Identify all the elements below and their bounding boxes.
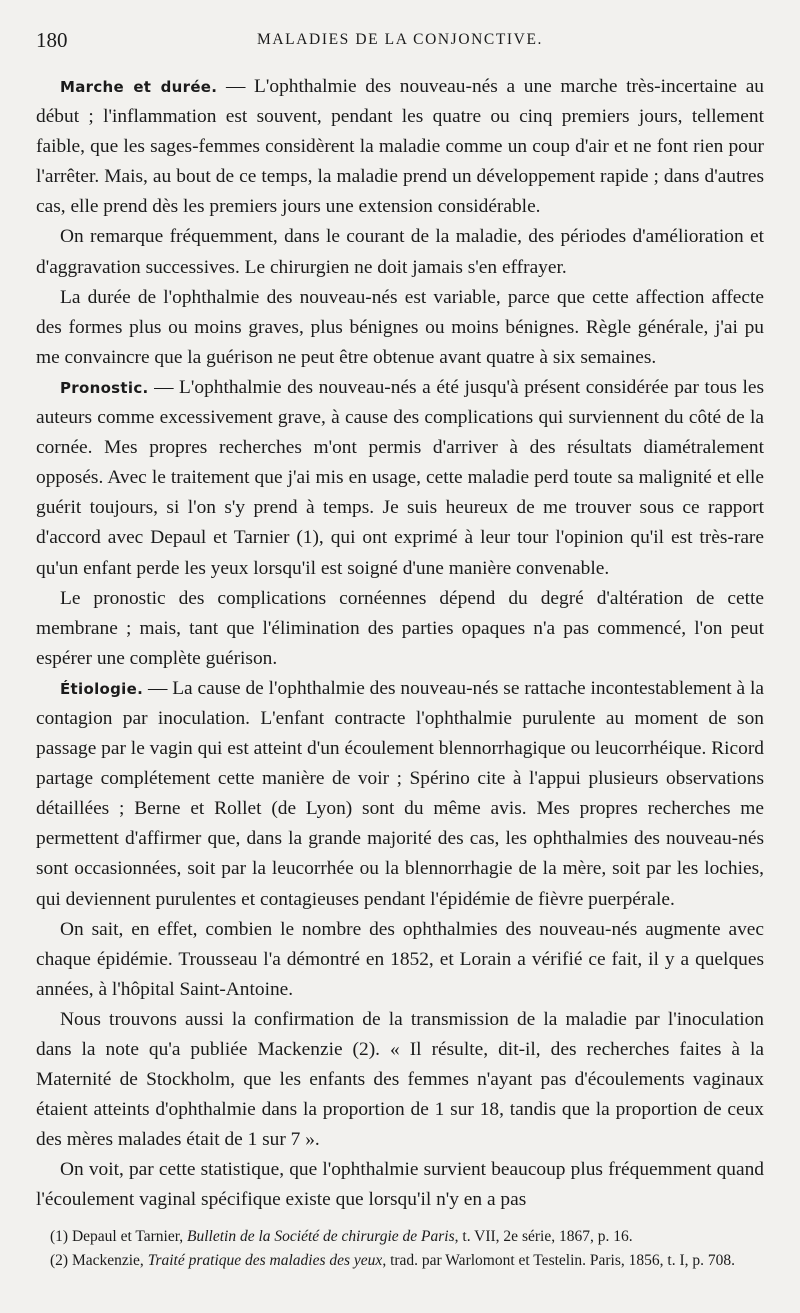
footnote-text: (1) Depaul et Tarnier, [50, 1227, 188, 1245]
running-title: MALADIES DE LA CONJONCTIVE. [256, 31, 544, 48]
body-text [36, 72, 764, 1216]
section-heading-etiologie: Étiologie. [60, 679, 144, 698]
paragraph-text: — L'ophthalmie des nouveau-nés a été jusqu'à présent considérée par tous les auteurs comme excessivement grave, à cause des complications qui surviennent du côté de la cornée. Mes propres recherches m'ont permis d'arriver à des résultats diamétralement opposés. Avec le traitement que j'ai mis en usage, cette maladie perd toute sa malignité et elle guérit toujours, si l'on s'y prend à temps. Je suis heureux de me trouver sous ce rapport d'accord avec Depaul et Tarnier (1), qui ont exprimé à leur tour l'opinion qu'il est très-rare qu'un enfant perde les yeux lorsqu'il est soigné d'une manière convenable. [36, 376, 764, 579]
paragraph-marche-duree [36, 72, 764, 222]
paragraph-text: On sait, en effet, combien le nombre des ophthalmies des nouveau-nés augmente avec chaque épidémie. Trousseau l'a démontré en 1852, et Lorain a vérifié ce fait, il y a quelques années, à l'hôpital Saint-Antoine. [36, 918, 764, 1000]
paragraph-epidemie [36, 915, 764, 1005]
section-heading-pronostic: Pronostic. [60, 378, 149, 397]
section-heading-marche-duree: Marche et durée. [60, 78, 218, 96]
paragraph-statistique [36, 1155, 764, 1215]
paragraph-text: — L'ophthalmie des nouveau-nés a une marche très-incertaine au début ; l'inflammation est souvent, pendant les quatre ou cinq premiers jours, tellement faible, que les sages-femmes considèrent la maladie comme un coup d'air et ne font rien pour l'arrêter. Mais, au bout de ce temps, la maladie prend un développement rapide ; dans d'autres cas, elle prend dès les premiers jours une extension considérable. [36, 76, 765, 218]
footnote-text: (2) Mackenzie, [50, 1251, 148, 1269]
footnote-1 [36, 1226, 764, 1247]
paragraph-text: Nous trouvons aussi la confirmation de la transmission de la maladie par l'inoculation dans la note qu'a publiée Mackenzie (2). « Il résulte, dit-il, des recherches faites à la Maternité de Stockholm, que les enfants des femmes n'ayant pas d'écoulements vaginaux étaient atteints d'ophthalmie dans la proportion de 1 sur 18, tandis que la proportion de ceux des mères malades était de 1 sur 7 ». [36, 1008, 764, 1151]
paragraph-text: On voit, par cette statistique, que l'ophthalmie survient beaucoup plus fréquemment quand l'écoulement vaginal spécifique existe que lorsqu'il n'y en a pas [36, 1159, 764, 1211]
paragraph-text: Le pronostic des complications cornéennes dépend du degré d'altération de cette membrane ; mais, tant que l'élimination des parties opaques n'a pas commencé, l'on peut espérer une complète guérison. [36, 587, 764, 669]
footnotes [36, 1226, 764, 1271]
paragraph-etiologie [36, 674, 764, 915]
paragraph-text: On remarque fréquemment, dans le courant de la maladie, des périodes d'amélioration et d'aggravation successives. Le chirurgien ne doit jamais s'en effrayer. [36, 226, 764, 278]
footnote-text: , trad. par Warlomont et Testelin. Paris, 1856, t. I, p. 708. [382, 1251, 735, 1269]
footnote-text: , t. VII, 2e série, 1867, p. 16. [454, 1227, 633, 1245]
paragraph-text: La durée de l'ophthalmie des nouveau-nés est variable, parce que cette affection affecte des formes plus ou moins graves, plus bénignes ou moins bénignes. Règle générale, j'ai pu me convaincre que la guérison ne peut être obtenue avant quatre à six semaines. [36, 286, 764, 368]
paragraph-amelioration [36, 222, 764, 282]
running-head [36, 28, 764, 58]
paragraph-complications [36, 584, 764, 674]
paragraph-duree [36, 283, 764, 373]
footnote-2 [36, 1250, 764, 1271]
footnote-title: Bulletin de la Société de chirurgie de Paris [187, 1227, 455, 1245]
paragraph-pronostic [36, 373, 764, 584]
paragraph-text: — La cause de l'ophthalmie des nouveau-nés se rattache incontestablement à la contagion par inoculation. L'enfant contracte l'ophthalmie purulente au moment de son passage par le vagin qui est atteint d'un écoulement blennorrhagique ou leucorrhéique. Ricord partage complétement cette manière de voir ; Spérino cite à l'appui plusieurs observations détaillées ; Berne et Rollet (de Lyon) sont du même avis. Mes propres recherches me permettent d'affirmer que, dans la grande majorité des cas, les ophthalmies des nouveau-nés sont occasionnées, soit par la leucorrhée ou la blennorrhagie de la mère, soit par les lochies, qui deviennent purulentes et contagieuses pendant l'épidémie de fièvre puerpérale. [36, 677, 764, 910]
footnote-title: Traité pratique des maladies des yeux [147, 1251, 383, 1269]
paragraph-mackenzie [36, 1005, 764, 1155]
page-number: 180 [36, 28, 68, 52]
